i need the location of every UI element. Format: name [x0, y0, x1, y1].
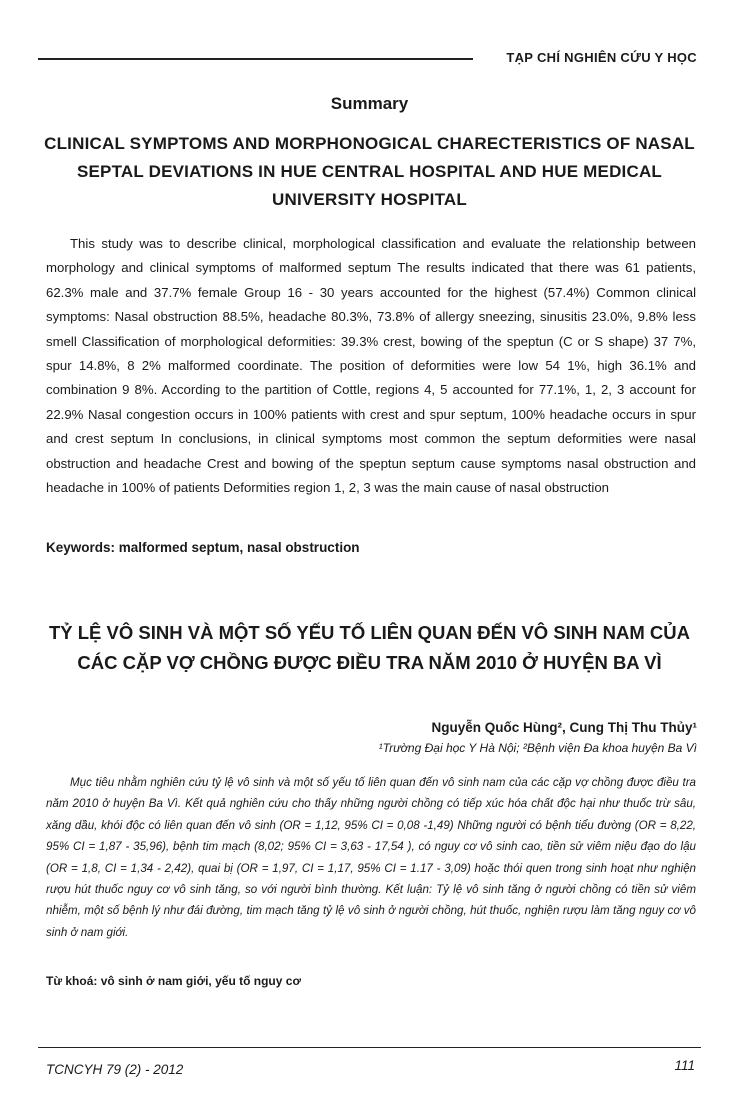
english-abstract: This study was to describe clinical, morphological classification and evaluate the relationship between morphology and clinical symptoms of malformed septum The results indicated that there was 61 patients, 62.3% male and 37.7% female Group 16 - 30 years accounted for the highest (57.4%) Common clinical symptoms: Nasal obstruction 88.5%, headache 80.3%, 73.8% of allergy sneezing, sinusitis 23.0%, 9.8% less smell Classification of morphological deformities: 39.3% crest, bowing of the speptun (C or S shape) 37 7%, spur 14.8%, 8 2% malformed coordinate. The position of deformities were low 54 1%, high 36.1% and combination 9 8%. According to the partition of Cottle, regions 4, 5 accounted for 77.1%, 1, 2, 3 account for 22.9% Nasal congestion occurs in 100% patients with crest and spur septum, 100% headache occurs in spur and crest septum In conclusions, in clinical symptoms most common the septum deformities were nasal obstruction and headache Crest and bowing of the speptun septum cause symptoms nasal obstruction and headache in 100% of patients Deformities region 1, 2, 3 was the main cause of nasal obstruction	[46, 236, 696, 496]
english-title: CLINICAL SYMPTOMS AND MORPHONOGICAL CHARECTERISTICS OF NASAL SEPTAL DEVIATIONS IN HUE CENTRAL HOSPITAL AND HUE MEDICAL UNIVERSITY HOSPITAL	[44, 134, 695, 209]
summary-heading: Summary	[330, 94, 409, 113]
english-keywords: Keywords: malformed septum, nasal obstruction	[46, 540, 360, 555]
author-affiliations: ¹Trường Đại học Y Hà Nội; ²Bệnh viện Đa khoa huyện Ba Vì	[378, 741, 697, 755]
footer-rule	[38, 1047, 701, 1048]
journal-name: TẠP CHÍ NGHIÊN CỨU Y HỌC	[506, 50, 697, 65]
article-title: TỶ LỆ VÔ SINH VÀ MỘT SỐ YẾU TỐ LIÊN QUAN ĐẾN VÔ SINH NAM CỦA CÁC CẶP VỢ CHỒNG ĐƯỢC ĐIỀU TRA NĂM 2010 Ở HUYỆN BA VÌ	[48, 622, 691, 673]
vietnamese-keywords: Từ khoá: vô sinh ở nam giới, yếu tố nguy cơ	[46, 974, 301, 988]
vietnamese-abstract: Mục tiêu nhằm nghiên cứu tỷ lệ vô sinh và một số yếu tố liên quan đến vô sinh nam của các cặp vợ chồng được điều tra năm 2010 ở huyện Ba Vì. Kết quả nghiên cứu cho thấy những người chồng có tiếp xúc hóa chất độc hại như thuốc trừ sâu, xăng dầu, khói độc có liên quan đến vô sinh (OR = 1,12, 95% CI = 0,08 -1,49) Những người có bệnh tiểu đường (OR = 8,22, 95% CI = 1,87 - 35,96), bệnh tim mạch (8,02; 95% CI = 3,63 - 17,54 ), có nguy cơ vô sinh cao, tiền sử viêm niệu đạo do lậu (OR = 1,8, CI = 1,34 - 2,42), quai bị (OR = 1,97, CI = 1,17, 95% CI = 1.17 - 3,09) hoặc thói quen trong sinh hoạt như nghiện rượu hút thuốc nguy cơ vô sinh tăng, so với người bình thường. Kết luận: Tỷ lệ vô sinh tăng ở người chồng có tiền sử viêm nhiễm, một số bệnh lý như đái đường, tim mạch tăng tỷ lệ vô sinh ở người chồng, hút thuốc, nghiện rượu làm tăng nguy cơ vô sinh ở nam giới.	[46, 776, 696, 939]
article-authors: Nguyễn Quốc Hùng², Cung Thị Thu Thủy¹	[431, 720, 697, 735]
page-number: 111	[674, 1058, 695, 1073]
footer-citation: TCNCYH 79 (2) - 2012	[46, 1062, 184, 1077]
header-rule	[38, 58, 473, 60]
